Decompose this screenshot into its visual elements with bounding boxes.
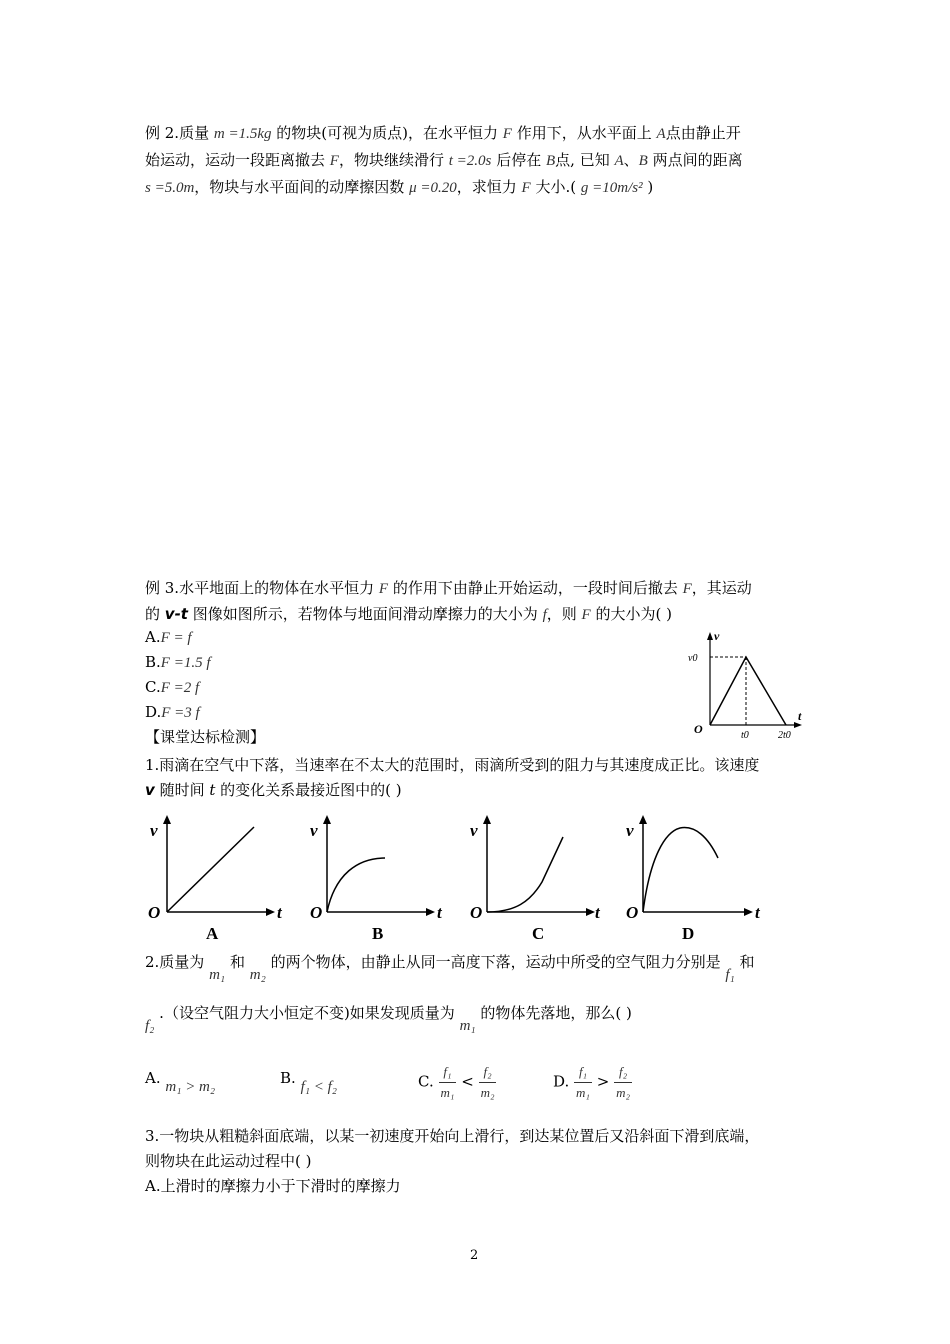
text: 随时间 xyxy=(159,781,205,799)
fraction: $\frac{\text{f₂}}{\text{m₂}}$ xyxy=(480,1064,495,1100)
option-label: C. xyxy=(418,1072,434,1091)
svg-text:v: v xyxy=(470,821,478,840)
text: 的两个物体，由静止从同一高度下落，运动中所受的空气阻力分别是 xyxy=(270,953,721,971)
math-f2: f₂ xyxy=(145,1018,155,1034)
q2-option-b[interactable] xyxy=(280,1068,337,1095)
math-t: t =2.0s xyxy=(448,153,492,169)
math-F: F xyxy=(329,153,339,169)
math-vt: v-t xyxy=(164,605,188,623)
text: 、 xyxy=(623,151,639,169)
math-F: F xyxy=(581,607,591,623)
text: 作用下，从水平面上 xyxy=(516,124,652,142)
math-g: g =10m/s² xyxy=(580,180,643,196)
q1-graphs xyxy=(140,812,780,947)
math-mu: μ =0.20 xyxy=(409,180,457,196)
text: ，物块与水平面间的动摩擦因数 xyxy=(194,178,405,196)
graph-label-a: A xyxy=(206,924,219,943)
graph-label-c: C xyxy=(532,924,545,943)
option-expr: F =2 f xyxy=(160,680,200,696)
y-arrow xyxy=(707,632,713,640)
math-A: A xyxy=(656,126,666,142)
math-A: A xyxy=(614,153,624,169)
text: 的物块(可视为质点)，在水平恒力 xyxy=(276,124,498,142)
math-m1: m₁ xyxy=(459,1018,476,1034)
q2-option-c[interactable] xyxy=(418,1062,496,1103)
curve-d xyxy=(643,828,718,912)
text: 例 2.质量 xyxy=(145,124,210,142)
text: 点由静止开 xyxy=(665,124,741,142)
label-t0: t0 xyxy=(741,730,749,740)
svg-text:v: v xyxy=(626,821,634,840)
text: 和 xyxy=(739,953,755,971)
text: 例 3.水平地面上的物体在水平恒力 xyxy=(145,579,375,597)
label-v0: v0 xyxy=(688,653,698,664)
text: ) xyxy=(647,178,654,196)
svg-text:t: t xyxy=(437,903,442,922)
math-B: B xyxy=(545,153,556,169)
math-m1: m₁ xyxy=(209,967,226,983)
ex3-option-c[interactable] xyxy=(145,677,199,698)
math-f: f xyxy=(542,607,547,623)
curve-c xyxy=(487,837,563,912)
text: ，求恒力 xyxy=(456,178,517,196)
svg-text:O: O xyxy=(310,903,323,922)
ex3-option-a[interactable] xyxy=(145,627,192,648)
svg-text:t: t xyxy=(277,903,282,922)
svg-text:t: t xyxy=(595,903,600,922)
q1-line-2 xyxy=(145,780,402,800)
svg-text:O: O xyxy=(470,903,483,922)
q3-line-2: 则物块在此运动过程中( ) xyxy=(145,1152,312,1170)
option-label: D. xyxy=(553,1072,570,1091)
text: ，则 xyxy=(546,605,577,623)
q2-line-2 xyxy=(145,1003,632,1034)
graph-d[interactable] xyxy=(626,815,761,943)
math-m2: m₂ xyxy=(249,967,266,983)
math-F: F xyxy=(682,581,692,597)
option-label: C. xyxy=(145,678,161,696)
curve-b xyxy=(327,858,385,912)
text: ，其运动 xyxy=(691,579,752,597)
ex2-line-1 xyxy=(145,123,741,144)
label-v: v xyxy=(714,629,720,643)
graph-c[interactable] xyxy=(470,815,601,943)
ex3-vt-graph xyxy=(686,628,810,740)
math-F: F xyxy=(378,581,389,597)
option-label: B. xyxy=(145,653,161,671)
svg-text:O: O xyxy=(626,903,639,922)
text: 2.质量为 xyxy=(145,953,205,971)
option-expr: m₁ > m₂ xyxy=(165,1079,216,1095)
label-origin: O xyxy=(694,722,703,736)
graph-label-b: B xyxy=(372,924,384,943)
text: 图像如图所示，若物体与地面间滑动摩擦力的大小为 xyxy=(192,605,538,623)
text: 的大小为( ) xyxy=(595,605,672,623)
text: 的物体先落地，那么( ) xyxy=(480,1004,632,1022)
math-v: v xyxy=(145,781,155,799)
operator: > xyxy=(596,1072,610,1091)
text: 的作用下由静止开始运动，一段时间后撤去 xyxy=(392,579,678,597)
q3-line-1: 3.一物块从粗糙斜面底端，以某一初速度开始向上滑行，到达某位置后又沿斜面下滑到底端， xyxy=(145,1127,760,1145)
q1-line-1: 1.雨滴在空气中下落，当速率在不太大的范围时，雨滴所受到的阻力与其速度成正比。该速度 xyxy=(145,756,760,774)
ex3-line-2 xyxy=(145,604,672,625)
vt-line xyxy=(710,657,786,725)
ex2-line-2 xyxy=(145,150,743,171)
graph-a[interactable] xyxy=(148,815,283,943)
fraction: $\frac{\text{f₁}}{\text{m₁}}$ xyxy=(576,1064,590,1100)
svg-text:t: t xyxy=(755,903,760,922)
option-expr: F = f xyxy=(160,630,192,646)
math-s: s =5.0m xyxy=(145,180,195,196)
fraction: $\frac{\text{f₂}}{\text{m₂}}$ xyxy=(616,1064,631,1100)
operator: < xyxy=(461,1072,474,1091)
q2-option-a[interactable] xyxy=(145,1068,216,1095)
q3-option-a[interactable]: A.上滑时的摩擦力小于下滑时的摩擦力 xyxy=(145,1177,401,1195)
text: 大小.( xyxy=(535,178,577,196)
ex3-option-b[interactable] xyxy=(145,652,211,673)
math-t: t xyxy=(209,781,216,799)
option-expr: F =1.5 f xyxy=(160,655,211,671)
option-label: A. xyxy=(145,628,161,646)
option-label: A. xyxy=(145,1069,161,1087)
math-f1: f₁ xyxy=(725,967,735,983)
svg-text:v: v xyxy=(150,821,158,840)
q2-option-d[interactable] xyxy=(553,1062,632,1103)
math-F: F xyxy=(521,180,531,196)
option-expr: F =3 f xyxy=(161,705,200,721)
q2-line-1 xyxy=(145,952,755,983)
text: 始运动，运动一段距离撤去 xyxy=(145,151,326,169)
option-label: B. xyxy=(280,1069,296,1087)
math-mass: m =1.5kg xyxy=(213,126,272,142)
graph-b[interactable] xyxy=(310,815,443,943)
section-title: 【课堂达标检测】 xyxy=(145,728,266,746)
option-expr: f₁ < f₂ xyxy=(300,1079,337,1095)
text: 和 xyxy=(229,953,245,971)
ex2-line-3 xyxy=(145,177,653,198)
text: 的 xyxy=(145,605,161,623)
text: 两点间的距离 xyxy=(652,151,743,169)
svg-text:v: v xyxy=(310,821,318,840)
ex3-option-d[interactable] xyxy=(145,702,200,723)
svg-text:O: O xyxy=(148,903,161,922)
text: 的变化关系最接近图中的( ) xyxy=(220,781,402,799)
ex3-line-1 xyxy=(145,578,752,599)
math-B: B xyxy=(638,153,648,169)
math-F: F xyxy=(502,126,512,142)
fraction: $\frac{\text{f₁}}{\text{m₁}}$ xyxy=(440,1064,455,1100)
text: 后停在 xyxy=(496,151,542,169)
graph-label-d: D xyxy=(682,924,695,943)
page-number: 2 xyxy=(470,1248,479,1263)
option-label: D. xyxy=(145,703,162,721)
text: ，物块继续滑行 xyxy=(338,151,444,169)
curve-a xyxy=(167,827,254,912)
text: 点, 已知 xyxy=(555,151,610,169)
text: .（设空气阻力大小恒定不变)如果发现质量为 xyxy=(159,1004,455,1022)
label-2t0: 2t0 xyxy=(778,730,791,740)
label-t: t xyxy=(798,709,802,723)
